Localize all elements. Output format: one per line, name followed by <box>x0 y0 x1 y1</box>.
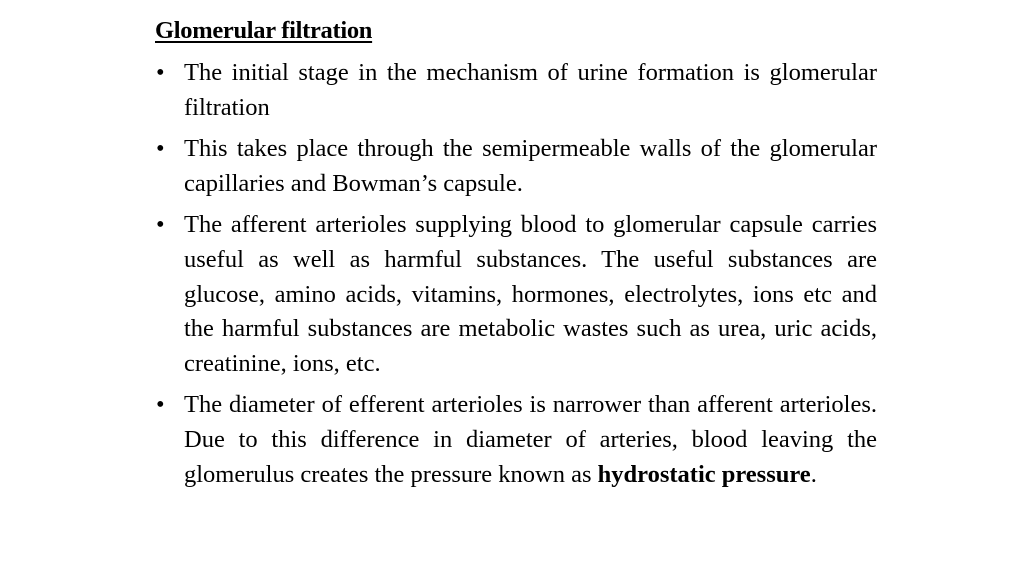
bullet-icon: • <box>156 135 165 163</box>
bullet-text: The afferent arterioles supplying blood to glomerular capsule carries useful as well as harmful substances. The useful substances are glucose, amino acids, vitamins, hormones, electrolytes, ions etc and the harmful substances are metabolic wastes such as urea, uric acids, creatinine, ions, etc. <box>184 211 877 377</box>
bullet-item <box>155 208 877 381</box>
bullet-item <box>155 56 877 125</box>
bullet-item <box>155 388 877 492</box>
slide-title: Glomerular filtration <box>155 17 373 44</box>
bullet-list <box>155 56 877 492</box>
sentence-end: . <box>810 460 817 488</box>
bullet-icon: • <box>156 211 165 239</box>
bullet-text: The diameter of efferent arterioles is narrower than afferent arterioles. Due to this difference in diameter of arteries, blood leaving the glomerulus creates the pressure known as <box>184 391 877 488</box>
bullet-item <box>155 132 877 201</box>
bullet-icon: • <box>156 59 165 86</box>
bullet-text: This takes place through the semipermeable walls of the glomerular capillaries and Bowman’s capsule. <box>184 135 877 197</box>
bullet-text: The initial stage in the mechanism of urine formation is glomerular filtration <box>184 59 877 121</box>
slide-content <box>155 14 877 492</box>
emphasis-term: hydrostatic pressure <box>597 460 811 488</box>
bullet-icon: • <box>156 391 165 419</box>
